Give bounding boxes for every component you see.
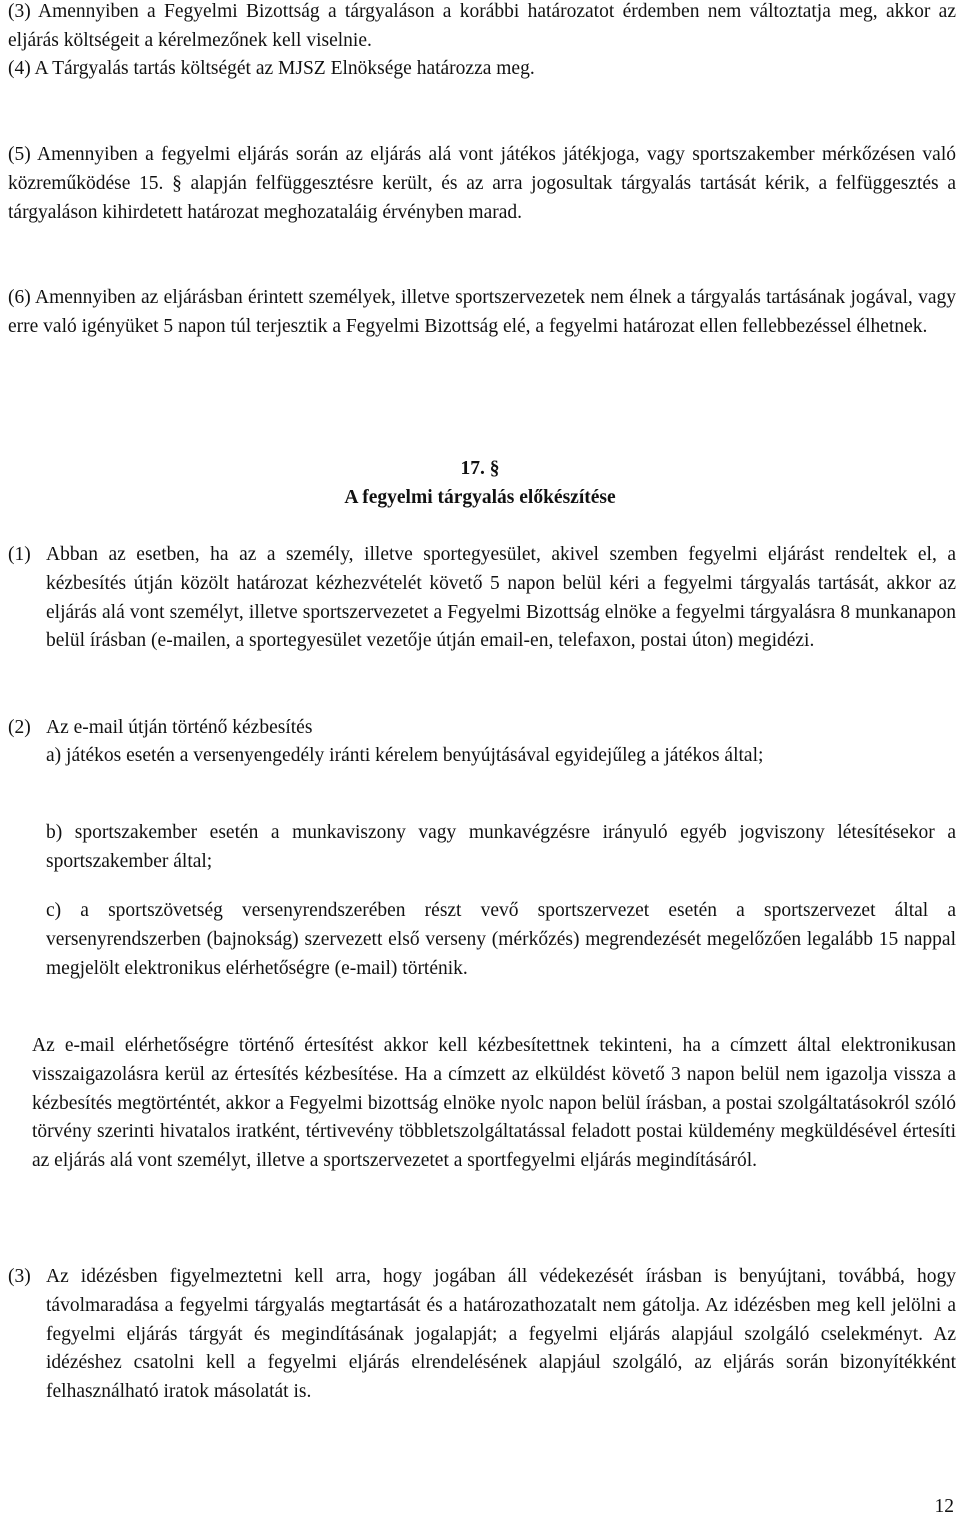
section-number: 17. § (460, 458, 500, 479)
list-item-a: a) játékos esetén a versenyengedély iránti kérelem benyújtásával egyidejűleg a játékos által; (46, 745, 764, 766)
subsection-1-number: (1) (8, 544, 31, 565)
paragraph-3: (3) Amennyiben a Fegyelmi Bizottság a tárgyaláson a korábbi határozatot érdemben nem változtatja meg, akkor az eljárás költségeit a kérelmezőnek kell viselnie. (8, 1, 956, 51)
subsection-2-text: Az e-mail útján történő kézbesítés (46, 717, 313, 738)
subsection-3-text: Az idézésben figyelmeztetni kell arra, hogy jogában áll védekezését írásban is benyújtani, továbbá, hogy távolmaradása a fegyelmi tárgyalás megtartását és a határozathozatalt nem gátolja. Az idézésben meg kell jelölni a fegyelmi eljárás tárgyát és megindításának jogalapját; a fegyelmi eljárás alapjául szolgáló cselekményt. Az idézéshez csatolni kell a fegyelmi eljárás elrendelésének alapjául szolgáló, az eljárás során bizonyítékként felhasználható iratok másolatát is. (46, 1266, 956, 1403)
subsection-3 (8, 1263, 956, 1407)
page-number: 12 (934, 1496, 954, 1517)
email-paragraph: Az e-mail elérhetőségre történő értesítést akkor kell kézbesítettnek tekinteni, ha a címzett által elektronikusan visszaigazolásra kerül az értesítés kézbesítése. Ha a címzett az elküldést követő 3 napon belül nem igazolja vissza a kézbesítés megtörténtét, akkor a Fegyelmi bizottság elnöke nyolc napon belül írásban, a postai szolgáltatásokról szóló törvény szerinti hivatalos iratként, tértivevény többletszolgáltatással feladott postai küldemény megküldésével értesíti az eljárás alá vont személyt, illetve a sportszervezetet a sportfegyelmi eljárás megindításáról. (32, 1035, 956, 1172)
subsection-1-text: Abban az esetben, ha az a személy, illetve sportegyesület, akivel szemben fegyelmi eljárást rendeltek el, a kézbesítés útján közölt határozat kézhezvételét követő 5 napon belül kéri a fegyelmi tárgyalás tartását, akkor az eljárás alá vont személyt, illetve sportszervezetet a Fegyelmi Bizottság elnöke a fegyelmi tárgyalásra 8 munkanapon belül írásban (e-mailen, a sportegyesület vezetője útján email-en, telefaxon, postai úton) megidézi. (46, 544, 956, 652)
list-item-b: b) sportszakember esetén a munkaviszony vagy munkavégzésre irányuló egyéb jogviszony létesítésekor a sportszakember által; (46, 822, 956, 872)
subsection-1 (8, 541, 956, 656)
paragraph-6: (6) Amennyiben az eljárásban érintett személyek, illetve sportszervezetek nem élnek a tárgyalás tartásának jogával, vagy erre való igényüket 5 napon túl terjesztik a Fegyelmi Bizottság elé, a fegyelmi határozat ellen fellebbezéssel élhetnek. (8, 287, 956, 337)
section-title: A fegyelmi tárgyalás előkészítése (344, 487, 616, 508)
paragraph-4: (4) A Tárgyalás tartás költségét az MJSZ Elnöksége határozza meg. (8, 58, 535, 79)
paragraph-5: (5) Amennyiben a fegyelmi eljárás során az eljárás alá vont játékos játékjoga, vagy sportszakember mérkőzésen való közreműködése 15. § alapján felfüggesztésre került, és az arra jogosultak tárgyalás tartását kérik, a felfüggesztés a tárgyaláson kihirdetett határozat meghozataláig érvényben marad. (8, 144, 956, 223)
subsection-3-number: (3) (8, 1266, 31, 1287)
list-item-c: c) a sportszövetség versenyrendszerében részt vevő sportszervezet esetén a sportszervezet által a versenyrendszerben (bajnokság) szervezett első verseny (mérkőzés) megrendezését megelőzően legalább 15 nappal megjelölt elektronikus elérhetőségre (e-mail) történik. (46, 900, 956, 979)
subsection-2-number: (2) (8, 717, 31, 738)
subsection-2 (8, 714, 956, 743)
